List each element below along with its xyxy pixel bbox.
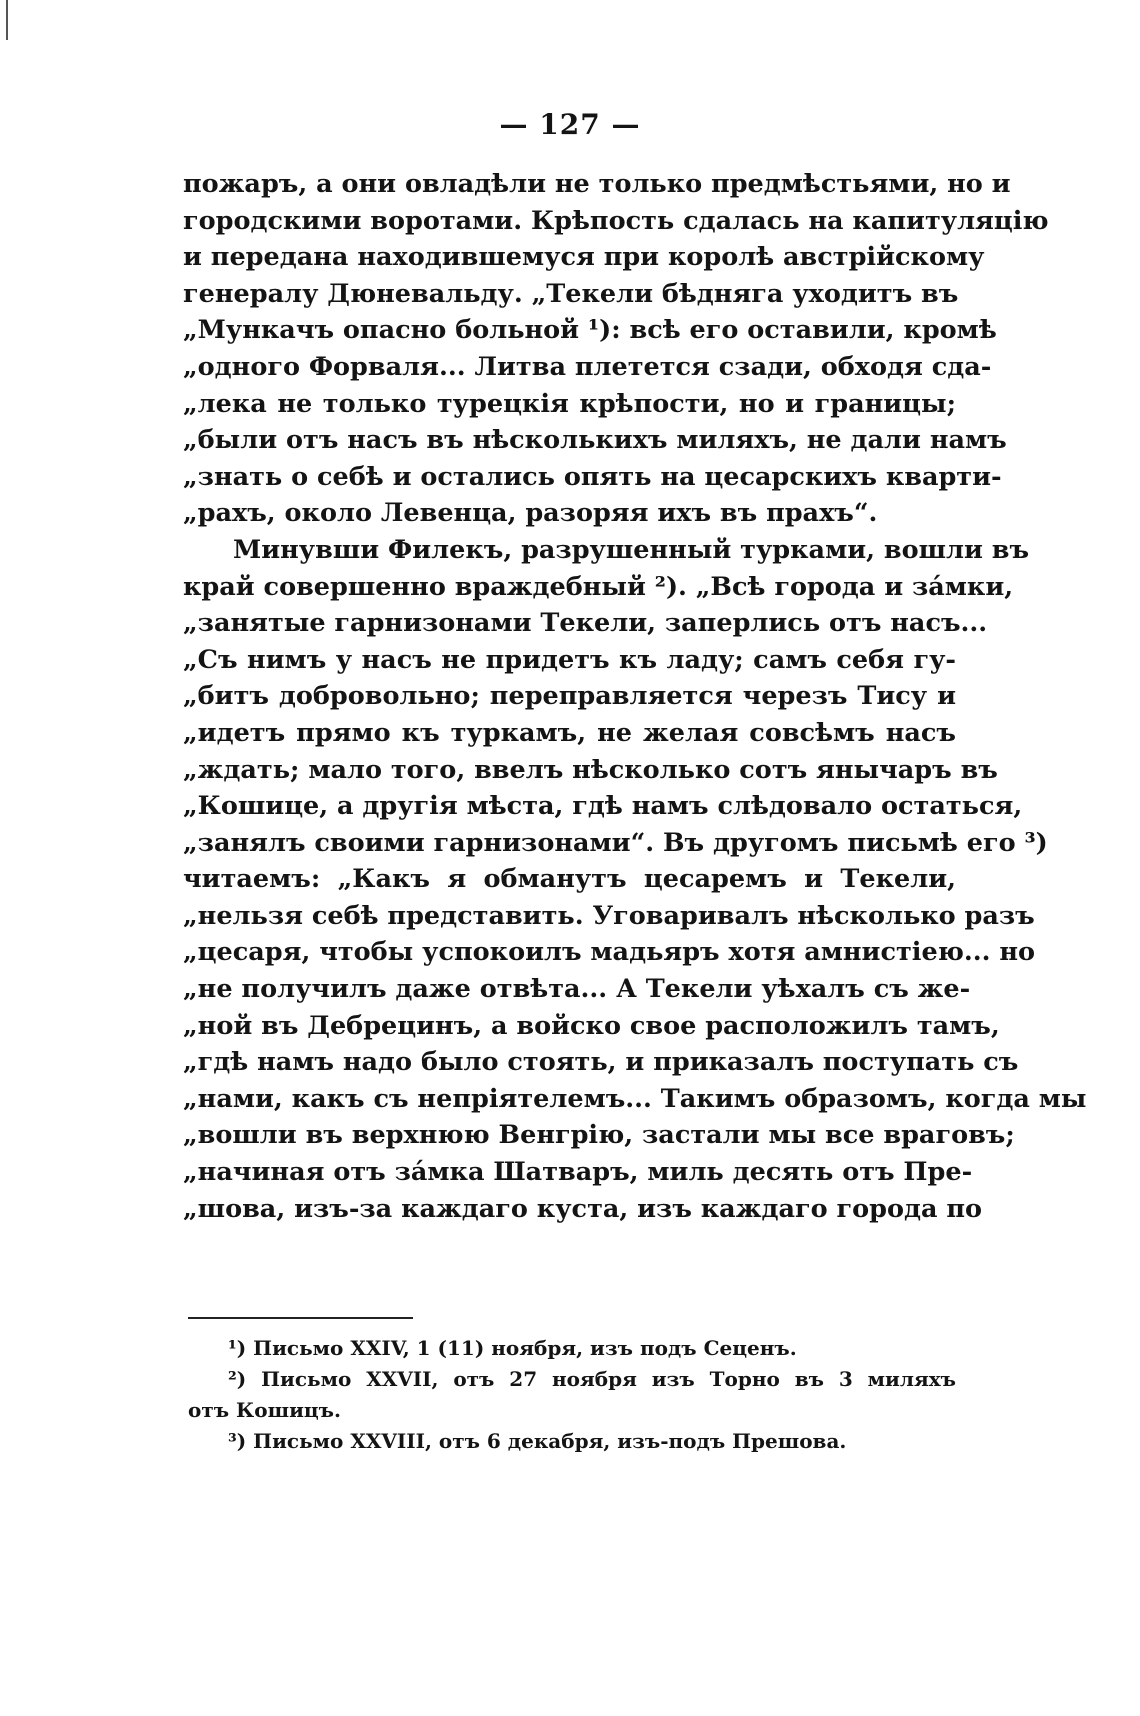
footnotes	[188, 1333, 956, 1457]
text-line: „одного Форваля... Литва плетется сзади, обходя сда-	[183, 351, 992, 382]
text-line: „не получилъ даже отвѣта... А Текели уѣхалъ съ же-	[183, 974, 971, 1005]
text-line: „цесаря, чтобы успокоилъ мадьяръ хотя амнистіею... но	[183, 937, 1036, 968]
footnote-2: ²) Письмо XXVII, отъ 27 ноября изъ Торно въ 3 миляхъ	[228, 1367, 956, 1391]
footnote-1: ¹) Письмо XXIV, 1 (11) ноября, изъ подъ Сеценъ.	[228, 1336, 797, 1360]
page-edge-mark	[6, 0, 8, 40]
text-line: „гдѣ намъ надо было стоять, и приказалъ поступать съ	[183, 1047, 1019, 1078]
page-number: — 127 —	[499, 108, 641, 141]
text-line: „занятые гарнизонами Текели, заперлись отъ насъ...	[183, 608, 988, 639]
text-line: „рахъ, около Левенца, разоряя ихъ въ прахъ“.	[183, 498, 878, 529]
text-line: „Кошице, а другія мѣста, гдѣ намъ слѣдовало остаться,	[183, 791, 1023, 822]
text-line: „вошли въ верхнюю Венгрію, застали мы все враговъ;	[183, 1120, 1015, 1151]
text-line: „ной въ Дебрецинъ, а войско свое расположилъ тамъ,	[183, 1010, 1000, 1041]
text-line: „начиная отъ за́мка Шатваръ, миль десять отъ Пре-	[183, 1157, 973, 1188]
paragraph-start-line: Минувши Филекъ, разрушенный турками, вошли въ	[233, 534, 1030, 565]
text-line: „нами, какъ съ непріятелемъ... Такимъ образомъ, когда мы	[183, 1083, 1087, 1114]
text-line: „Съ нимъ у насъ не придетъ къ ладу; самъ себя гу-	[183, 644, 956, 675]
text-line: читаемъ: „Какъ я обманутъ цесаремъ и Текели,	[183, 864, 956, 895]
text-line: „шова, изъ-за каждаго куста, изъ каждаго города по	[183, 1193, 983, 1224]
text-line: городскими воротами. Крѣпость сдалась на капитуляцію	[183, 205, 1049, 236]
text-line: „лека не только турецкія крѣпости, но и границы;	[183, 388, 956, 419]
text-line: и передана находившемуся при королѣ австрійскому	[183, 242, 985, 273]
footnote-2-continuation: отъ Кошицъ.	[188, 1398, 341, 1422]
text-line: край совершенно враждебный ²). „Всѣ города и за́мки,	[183, 571, 1014, 602]
text-line: „идетъ прямо къ туркамъ, не желая совсѣмъ насъ	[183, 717, 956, 748]
text-line: „битъ добровольно; переправляется черезъ Тису и	[183, 681, 956, 712]
footnote-divider	[188, 1317, 413, 1319]
text-line: „Мункачъ опасно больной ¹): всѣ его оставили, кромѣ	[183, 315, 997, 346]
text-line: „занялъ своими гарнизонами“. Въ другомъ письмѣ его ³)	[183, 827, 1048, 858]
text-line: пожаръ, а они овладѣли не только предмѣстьями, но и	[183, 169, 1011, 199]
text-line: „ждать; мало того, ввелъ нѣсколько сотъ янычаръ въ	[183, 754, 998, 785]
text-line: „нельзя себѣ представить. Уговаривалъ нѣсколько разъ	[183, 900, 1035, 931]
footnote-3: ³) Письмо XXVIII, отъ 6 декабря, изъ-подъ Прешова.	[228, 1429, 847, 1453]
main-text	[183, 166, 1087, 1227]
text-line: „были отъ насъ въ нѣсколькихъ миляхъ, не дали намъ	[183, 425, 1007, 456]
text-line: „знать о себѣ и остались опять на цесарскихъ кварти-	[183, 461, 1002, 492]
text-line: генералу Дюневальду. „Текели бѣдняга уходитъ въ	[183, 278, 959, 309]
